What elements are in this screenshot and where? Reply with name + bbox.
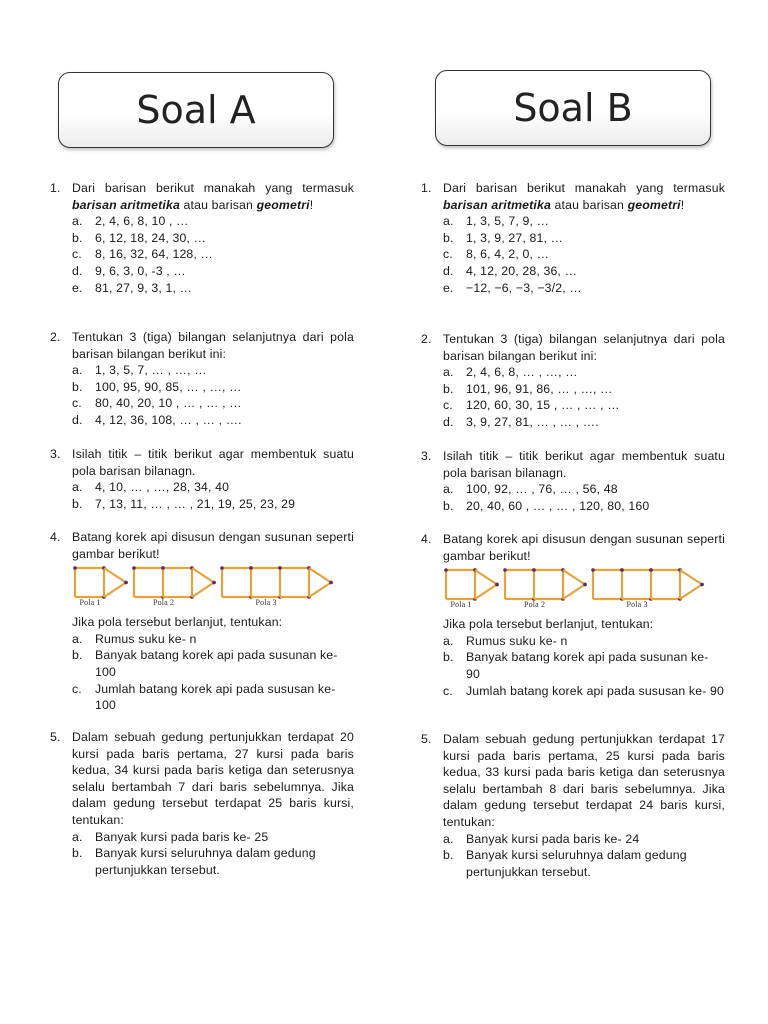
option-label: a.: [443, 482, 454, 497]
question-text: Dalam sebuah gedung pertunjukkan terdapat 17 kursi pada baris pertama, 25 kursi pada baris kedua, 33 kursi pada baris ketiga dan seterusnya selalu bertambah 8 dari baris sebelumnya. Jika dalam gedung tersebut terdapat 24 baris kursi, tentukan:: [443, 732, 725, 829]
question-subtext: Jika pola tersebut berlanjut, tentukan:: [443, 617, 654, 632]
matchstick-head: [583, 583, 587, 587]
matchstick-figure: [443, 566, 725, 612]
question-text: Dalam sebuah gedung pertunjukkan terdapat 20 kursi pada baris pertama, 27 kursi pada baris kedua, 34 kursi pada baris ketiga dan seterusnya selalu bertambah 7 dari baris sebelumnya. Jika dalam gedung tersebut terdapat 25 baris kursi, tentukan:: [72, 730, 354, 827]
option-item: [72, 681, 354, 714]
question-3: [44, 446, 354, 512]
option-label: b.: [72, 379, 83, 394]
matchstick: [309, 583, 331, 598]
option-label: d.: [72, 412, 83, 427]
matchstick-head: [278, 566, 282, 570]
option-item: [443, 481, 725, 498]
matchstick-head: [503, 568, 507, 572]
option-value: Banyak batang korek api pada susunan ke- 100: [95, 648, 338, 679]
question-5: [415, 731, 725, 880]
option-label: b.: [443, 650, 454, 665]
matchstick: [104, 568, 126, 583]
option-value: Jumlah batang korek api pada sususan ke- 100: [95, 681, 336, 713]
pola-3-figure: [219, 564, 336, 610]
option-label: b.: [443, 381, 454, 396]
option-value: 4, 10, … , …, 28, 34, 40: [95, 480, 230, 495]
matchstick: [104, 583, 126, 598]
option-value: 81, 27, 9, 3, 1, …: [95, 280, 193, 295]
option-item: [443, 397, 725, 414]
matchstick-drawing: [502, 566, 590, 612]
matchstick-head: [649, 568, 653, 572]
matchstick-drawing: [590, 566, 707, 612]
option-label: b.: [72, 496, 83, 511]
pola-label: Pola 1: [79, 597, 101, 607]
option-value: 101, 96, 91, 86, … , …, …: [466, 381, 613, 396]
option-value: Banyak kursi pada baris ke- 25: [95, 829, 269, 844]
option-value: 1, 3, 5, 7, 9, …: [466, 214, 550, 229]
question-number: 5.: [50, 730, 61, 744]
option-value: 7, 13, 11, … , … , 21, 19, 25, 23, 29: [95, 496, 296, 511]
option-value: 2, 4, 6, 8, … , …, …: [466, 365, 578, 380]
question-1: [415, 180, 725, 296]
question-1: [44, 180, 354, 296]
option-label: b.: [72, 230, 83, 245]
option-item: [443, 263, 725, 280]
option-item: [443, 831, 725, 848]
question-number: 4.: [421, 532, 432, 546]
option-list: [443, 213, 725, 296]
question-text: Batang korek api disusun dengan susunan seperti gambar berikut!: [72, 530, 354, 561]
option-item: [72, 263, 354, 280]
option-item: [72, 280, 354, 297]
option-label: a.: [72, 363, 83, 378]
option-list: [72, 362, 354, 428]
option-label: a.: [72, 480, 83, 495]
question-subtext: Jika pola tersebut berlanjut, tentukan:: [72, 615, 283, 630]
option-item: [72, 631, 354, 648]
option-item: [443, 847, 725, 880]
pola-label: Pola 3: [626, 599, 648, 609]
question-3: [415, 448, 725, 514]
option-label: b.: [443, 848, 454, 863]
option-label: b.: [72, 846, 83, 861]
matchstick-head: [124, 581, 128, 585]
option-label: e.: [443, 280, 454, 295]
question-text: Isilah titik – titik berikut agar membentuk suatu pola barisan bilanagn.: [443, 449, 725, 480]
option-item: [443, 683, 725, 700]
matchstick-head: [532, 568, 536, 572]
matchstick: [563, 585, 585, 600]
pola-label: Pola 3: [255, 597, 277, 607]
matchstick-head: [249, 566, 253, 570]
question-text: Dari barisan berikut manakah yang termasuk barisan aritmetika atau barisan geometri!: [72, 181, 354, 212]
option-label: a.: [443, 214, 454, 229]
option-item: [72, 379, 354, 396]
option-label: a.: [72, 631, 83, 646]
question-number: 3.: [421, 449, 432, 463]
matchstick-head: [161, 566, 165, 570]
question-text: Dari barisan berikut manakah yang termasuk barisan aritmetika atau barisan geometri!: [443, 181, 725, 212]
matchstick-head: [591, 568, 595, 572]
option-label: c.: [443, 683, 453, 698]
option-value: 9, 6, 3, 0, -3 , …: [95, 263, 186, 278]
option-label: a.: [443, 831, 454, 846]
matchstick-head: [495, 583, 499, 587]
question-text: Tentukan 3 (tiga) bilangan selanjutnya dari pola barisan bilangan berikut ini:: [443, 332, 725, 363]
question-number: 5.: [421, 732, 432, 746]
option-value: 8, 16, 32, 64, 128, …: [95, 247, 214, 262]
option-item: [443, 230, 725, 247]
option-label: d.: [443, 414, 454, 429]
option-value: 4, 12, 36, 108, … , … , ….: [95, 412, 242, 427]
matchstick-head: [212, 581, 216, 585]
option-item: [72, 829, 354, 846]
option-item: [72, 496, 354, 513]
matchstick-drawing: [219, 564, 336, 610]
option-label: a.: [72, 214, 83, 229]
option-value: −12, −6, −3, −3/2, …: [466, 280, 582, 295]
option-value: 80, 40, 20, 10 , … , … , …: [95, 396, 242, 411]
matchstick: [192, 568, 214, 583]
option-list: [72, 829, 354, 879]
option-item: [443, 280, 725, 297]
option-item: [443, 414, 725, 431]
question-number: 2.: [50, 330, 61, 344]
option-label: d.: [72, 263, 83, 278]
matchstick-head: [329, 581, 333, 585]
pola-2-figure: [131, 564, 219, 610]
pola-1-figure: [72, 564, 131, 610]
option-value: 1, 3, 9, 27, 81, …: [466, 230, 564, 245]
matchstick-figure: [72, 564, 354, 610]
matchstick-head: [220, 566, 224, 570]
option-label: c.: [443, 398, 453, 413]
option-item: [72, 647, 354, 680]
option-value: 20, 40, 60 , … , … , 120, 80, 160: [466, 498, 650, 513]
pola-2-figure: [502, 566, 590, 612]
option-value: Rumus suku ke- n: [466, 633, 568, 648]
option-list: [72, 631, 354, 714]
option-item: [443, 364, 725, 381]
question-text: Batang korek api disusun dengan susunan seperti gambar berikut!: [443, 532, 725, 563]
option-item: [443, 246, 725, 263]
option-item: [72, 412, 354, 429]
question-number: 1.: [421, 181, 432, 195]
option-label: b.: [443, 498, 454, 513]
option-item: [72, 845, 354, 878]
option-value: 100, 95, 90, 85, … , …, …: [95, 379, 242, 394]
option-list: [443, 831, 725, 881]
option-label: d.: [443, 263, 454, 278]
option-value: 1, 3, 5, 7, … , …, …: [95, 363, 207, 378]
option-value: 4, 12, 20, 28, 36, …: [466, 263, 578, 278]
question-text: Isilah titik – titik berikut agar membentuk suatu pola barisan bilanagn.: [72, 447, 354, 478]
question-text: Tentukan 3 (tiga) bilangan selanjutnya dari pola barisan bilangan berikut ini:: [72, 330, 354, 361]
option-item: [72, 395, 354, 412]
matchstick: [680, 570, 702, 585]
option-value: 6, 12, 18, 24, 30, …: [95, 230, 207, 245]
option-item: [72, 213, 354, 230]
option-label: c.: [443, 247, 453, 262]
option-label: a.: [443, 365, 454, 380]
option-label: e.: [72, 280, 83, 295]
matchstick: [475, 585, 497, 600]
pola-label: Pola 2: [153, 597, 175, 607]
question-number: 4.: [50, 530, 61, 544]
question-4: [44, 529, 354, 714]
question-4: [415, 531, 725, 699]
matchstick: [309, 568, 331, 583]
matchstick-head: [700, 583, 704, 587]
question-5: [44, 729, 354, 878]
option-list: [443, 481, 725, 514]
option-value: 100, 92, … , 76, … , 56, 48: [466, 482, 618, 497]
matchstick: [475, 570, 497, 585]
option-value: Banyak batang korek api pada susunan ke- 90: [466, 650, 709, 681]
option-item: [72, 362, 354, 379]
option-label: b.: [72, 648, 83, 663]
option-value: 8, 6, 4, 2, 0, …: [466, 247, 550, 262]
question-number: 2.: [421, 332, 432, 346]
title-soal-b: Soal B: [435, 70, 711, 146]
option-value: Jumlah batang korek api pada sususan ke- 90: [466, 683, 725, 698]
option-item: [72, 230, 354, 247]
option-value: Banyak kursi pada baris ke- 24: [466, 831, 640, 846]
matchstick: [192, 583, 214, 598]
matchstick-head: [132, 566, 136, 570]
matchstick: [563, 570, 585, 585]
question-number: 3.: [50, 447, 61, 461]
matchstick-drawing: [131, 564, 219, 610]
option-item: [443, 649, 725, 682]
option-item: [443, 381, 725, 398]
matchstick-head: [444, 568, 448, 572]
option-label: c.: [72, 247, 82, 262]
option-item: [443, 633, 725, 650]
pola-label: Pola 2: [524, 599, 546, 609]
pola-1-figure: [443, 566, 502, 612]
option-item: [72, 246, 354, 263]
option-label: a.: [72, 829, 83, 844]
option-item: [443, 498, 725, 515]
question-number: 1.: [50, 181, 61, 195]
option-value: 120, 60, 30, 15 , … , … , …: [466, 398, 620, 413]
option-label: c.: [72, 396, 82, 411]
matchstick: [680, 585, 702, 600]
question-2: [44, 329, 354, 429]
option-item: [443, 213, 725, 230]
title-soal-a: Soal A: [58, 72, 334, 148]
option-item: [72, 479, 354, 496]
option-value: 2, 4, 6, 8, 10 , …: [95, 214, 189, 229]
option-value: Banyak kursi seluruhnya dalam gedung pertunjukkan tersebut.: [466, 848, 687, 879]
option-list: [72, 479, 354, 512]
option-value: 3, 9, 27, 81, … , … , ….: [466, 414, 599, 429]
option-value: Banyak kursi seluruhnya dalam gedung pertunjukkan tersebut.: [95, 846, 316, 877]
pola-label: Pola 1: [450, 599, 472, 609]
matchstick-head: [620, 568, 624, 572]
option-label: c.: [72, 681, 82, 696]
option-list: [443, 633, 725, 699]
option-value: Rumus suku ke- n: [95, 631, 197, 646]
pola-3-figure: [590, 566, 707, 612]
matchstick-head: [73, 566, 77, 570]
option-list: [72, 213, 354, 296]
option-label: a.: [443, 633, 454, 648]
option-label: b.: [443, 230, 454, 245]
option-list: [443, 364, 725, 430]
question-2: [415, 331, 725, 431]
